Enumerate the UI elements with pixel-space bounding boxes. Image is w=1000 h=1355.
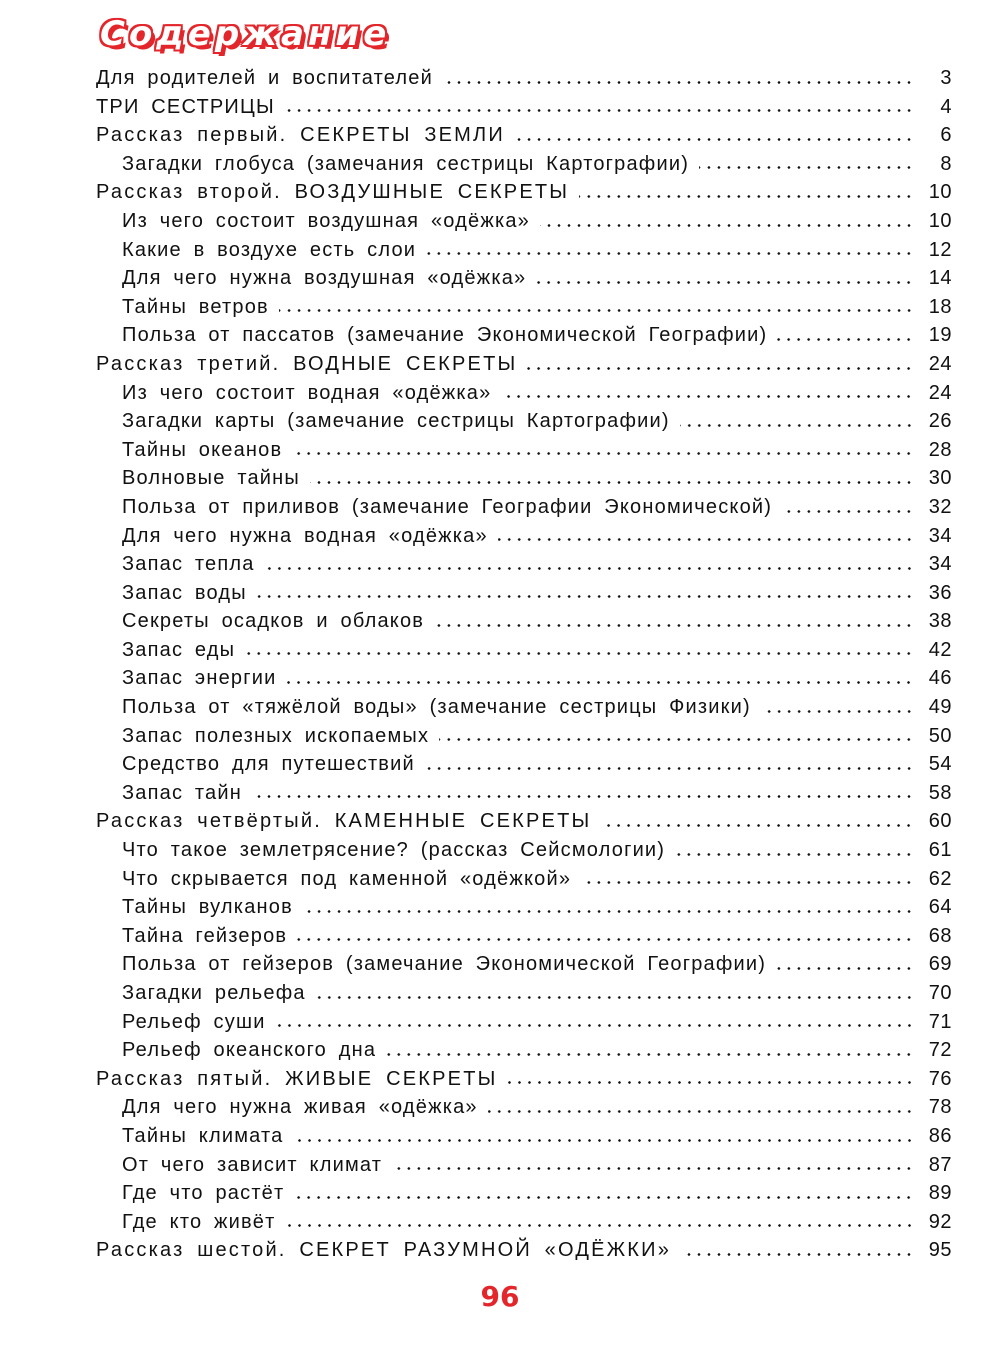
- toc-entry-title: Для чего нужна воздушная «одёжка»: [122, 267, 527, 290]
- toc-page-number: 68: [928, 924, 952, 947]
- toc-entry-title: Секреты осадков и облаков: [122, 610, 425, 633]
- toc-page-number: 24: [928, 381, 952, 404]
- toc-entry-title: Рельеф океанского дна: [122, 1039, 377, 1062]
- toc-page-number: 34: [928, 553, 952, 576]
- toc-page-number: 24: [928, 352, 952, 375]
- toc-page-number: 61: [928, 839, 952, 862]
- toc-subsection-entry[interactable]: [0, 1151, 1000, 1180]
- toc-page-number: 50: [928, 724, 952, 747]
- toc-entry-title: Для чего нужна живая «одёжка»: [122, 1096, 478, 1119]
- toc-subsection-entry[interactable]: [0, 321, 1000, 350]
- dot-leader: [285, 109, 914, 112]
- dot-leader: [675, 853, 914, 856]
- dot-leader: [581, 881, 914, 884]
- dot-leader: [294, 1196, 914, 1199]
- dot-leader: [279, 309, 914, 312]
- toc-page-number: 62: [928, 867, 952, 890]
- toc-entry-title: Рассказ третий. ВОДНЫЕ СЕКРЕТЫ: [96, 352, 518, 375]
- toc-page-number: 19: [928, 324, 952, 347]
- toc-subsection-entry[interactable]: [0, 522, 1000, 551]
- toc-subsection-entry[interactable]: [0, 607, 1000, 636]
- toc-subsection-entry[interactable]: [0, 750, 1000, 779]
- toc-subsection-entry[interactable]: [0, 636, 1000, 665]
- toc-subsection-entry[interactable]: [0, 264, 1000, 293]
- dot-leader: [310, 481, 914, 484]
- toc-subsection-entry[interactable]: [0, 1179, 1000, 1208]
- toc-subsection-entry[interactable]: [0, 579, 1000, 608]
- toc-page-number: 70: [928, 982, 952, 1004]
- toc-entry-title: Какие в воздухе есть слои: [122, 238, 417, 261]
- dot-leader: [777, 338, 914, 341]
- toc-page-number: 32: [928, 495, 952, 518]
- dot-leader: [386, 1053, 914, 1056]
- toc-entry-title: Тайны вулканов: [122, 896, 293, 919]
- toc-page-number: 26: [928, 410, 952, 433]
- toc-entry-title: Рассказ четвёртый. КАМЕННЫЕ СЕКРЕТЫ: [96, 810, 592, 833]
- dot-leader: [297, 938, 914, 941]
- toc-entry-title: Рассказ второй. ВОЗДУШНЫЕ СЕКРЕТЫ: [96, 181, 570, 204]
- toc-subsection-entry[interactable]: [0, 865, 1000, 894]
- toc-entry-title: Тайны климата: [122, 1124, 284, 1147]
- page-number: 96: [480, 1280, 520, 1313]
- dot-leader: [303, 910, 914, 913]
- toc-subsection-entry[interactable]: [0, 779, 1000, 808]
- dot-leader: [508, 1081, 914, 1084]
- toc-page-number: 69: [928, 953, 952, 976]
- toc-entry-title: Загадки карты (замечание сестрицы Картографии): [122, 410, 670, 433]
- dot-leader: [515, 138, 914, 141]
- toc-entry-title: Запас воды: [122, 581, 247, 604]
- dot-leader: [439, 738, 914, 741]
- toc-section-entry[interactable]: [0, 807, 1000, 836]
- dot-leader: [536, 281, 914, 284]
- toc-page-number: 38: [928, 610, 952, 633]
- toc-entry-title: От чего зависит климат: [122, 1153, 383, 1176]
- toc-entry-title: Где кто живёт: [122, 1210, 276, 1233]
- toc-subsection-entry[interactable]: [0, 836, 1000, 865]
- toc-page-number: 8: [940, 152, 952, 175]
- toc-entry-title: Что скрывается под каменной «одёжкой»: [122, 867, 572, 890]
- toc-page-number: 92: [928, 1210, 952, 1233]
- toc-page-number: 76: [928, 1067, 952, 1090]
- toc-subsection-entry[interactable]: [0, 493, 1000, 522]
- toc-page-number: 12: [928, 238, 952, 261]
- dot-leader: [425, 767, 914, 770]
- toc-subsection-entry[interactable]: [0, 693, 1000, 722]
- dot-leader: [601, 824, 914, 827]
- dot-leader: [681, 1253, 914, 1256]
- dot-leader: [292, 452, 914, 455]
- toc-subsection-entry[interactable]: [0, 664, 1000, 693]
- toc-entry-title: Запас еды: [122, 638, 236, 661]
- toc-entry-title: Что такое землетрясение? (рассказ Сейсмологии): [122, 839, 666, 862]
- toc-section-entry[interactable]: [0, 121, 1000, 150]
- toc-page-number: 72: [928, 1039, 952, 1062]
- dot-leader: [245, 652, 914, 655]
- toc-entry-title: Польза от гейзеров (замечание Экономической Географии): [122, 953, 767, 976]
- toc-page-number: 10: [928, 209, 952, 232]
- toc-subsection-entry[interactable]: [0, 893, 1000, 922]
- dot-leader: [257, 595, 914, 598]
- dot-leader: [294, 1139, 915, 1142]
- toc-section-entry[interactable]: [0, 178, 1000, 207]
- toc-page-number: 36: [928, 581, 952, 604]
- toc-entry-title: Рассказ шестой. СЕКРЕТ РАЗУМНОЙ «ОДЁЖКИ»: [96, 1239, 672, 1262]
- toc-page-number: 49: [928, 696, 952, 719]
- toc-subsection-entry[interactable]: [0, 1008, 1000, 1037]
- toc-entry-title: Рассказ пятый. ЖИВЫЕ СЕКРЕТЫ: [96, 1067, 498, 1090]
- toc-entry-title: Рассказ первый. СЕКРЕТЫ ЗЕМЛИ: [96, 124, 505, 147]
- toc-subsection-entry[interactable]: [0, 293, 1000, 322]
- toc-page-number: 18: [928, 295, 952, 318]
- dot-leader: [776, 967, 914, 970]
- table-of-contents: [0, 64, 1000, 1265]
- toc-page-number: 64: [928, 896, 952, 919]
- toc-subsection-entry[interactable]: [0, 1208, 1000, 1237]
- toc-section-entry[interactable]: [0, 1065, 1000, 1094]
- toc-subsection-entry[interactable]: [0, 550, 1000, 579]
- toc-page-number: 95: [928, 1239, 952, 1262]
- toc-entry-title: Тайны ветров: [122, 295, 269, 318]
- toc-section-entry[interactable]: [0, 1236, 1000, 1265]
- toc-page-number: 46: [928, 667, 952, 690]
- dot-leader: [316, 996, 914, 999]
- toc-entry-title: Из чего состоит водная «одёжка»: [122, 381, 492, 404]
- toc-page-number: 4: [940, 95, 952, 118]
- toc-subsection-entry[interactable]: [0, 1122, 1000, 1151]
- dot-leader: [286, 1224, 915, 1227]
- toc-page-number: 30: [928, 467, 952, 490]
- toc-entry-title: Тайна гейзеров: [122, 924, 288, 947]
- dot-leader: [527, 367, 914, 370]
- toc-page-number: 14: [928, 267, 952, 290]
- dot-leader: [498, 538, 914, 541]
- dot-leader: [699, 166, 914, 169]
- toc-subsection-entry[interactable]: [0, 407, 1000, 436]
- toc-entry-title: Запас энергии: [122, 667, 277, 690]
- toc-subsection-entry[interactable]: [0, 979, 1000, 1008]
- toc-entry-title: Польза от приливов (замечание Географии Экономической): [122, 495, 773, 518]
- toc-entry-title: Польза от «тяжёлой воды» (замечание сестрицы Физики): [122, 696, 751, 719]
- dot-leader: [761, 710, 914, 713]
- toc-page-number: 71: [928, 1010, 952, 1033]
- toc-entry-title: Польза от пассатов (замечание Экономической Географии): [122, 324, 768, 347]
- toc-page-number: 10: [928, 181, 952, 204]
- toc-page-number: 34: [928, 524, 952, 547]
- toc-subsection-entry[interactable]: [0, 1036, 1000, 1065]
- toc-subsection-entry[interactable]: [0, 436, 1000, 465]
- dot-leader: [392, 1167, 914, 1170]
- dot-leader: [540, 224, 914, 227]
- toc-entry-title: Загадки глобуса (замечания сестрицы Картографии): [122, 152, 690, 175]
- toc-page-number: 3: [940, 67, 952, 89]
- toc-page-number: 58: [928, 781, 952, 804]
- dot-leader: [434, 624, 914, 627]
- dot-leader: [579, 195, 914, 198]
- toc-entry-title: Волновые тайны: [122, 467, 300, 490]
- toc-subsection-entry[interactable]: [0, 922, 1000, 951]
- toc-page-number: 78: [928, 1096, 952, 1119]
- toc-entry-title: Загадки рельефа: [122, 982, 306, 1004]
- toc-subsection-entry[interactable]: [0, 464, 1000, 493]
- toc-page-number: 86: [928, 1124, 952, 1147]
- toc-entry-title: Средство для путешествий: [122, 753, 415, 776]
- toc-subsection-entry[interactable]: [0, 950, 1000, 979]
- toc-entry-title: Запас полезных ископаемых: [122, 724, 430, 747]
- dot-leader: [501, 395, 914, 398]
- toc-entry-title: ТРИ СЕСТРИЦЫ: [96, 95, 275, 118]
- toc-subsection-entry[interactable]: [0, 207, 1000, 236]
- toc-page-number: 60: [928, 810, 952, 833]
- toc-page-number: 42: [928, 638, 952, 661]
- toc-page-number: 89: [928, 1182, 952, 1205]
- toc-entry-title: Запас тайн: [122, 781, 242, 804]
- toc-page-number: 54: [928, 753, 952, 776]
- toc-subsection-entry[interactable]: [0, 379, 1000, 408]
- toc-entry-title: Где что растёт: [122, 1182, 285, 1205]
- toc-page-number: 28: [928, 438, 952, 461]
- dot-leader: [488, 1110, 914, 1113]
- toc-subsection-entry[interactable]: [0, 1093, 1000, 1122]
- toc-section-entry[interactable]: [0, 93, 1000, 122]
- dot-leader: [286, 681, 914, 684]
- page-title: Содержание: [100, 14, 391, 54]
- toc-page-number: 87: [928, 1153, 952, 1176]
- toc-entry-title: Для чего нужна водная «одёжка»: [122, 524, 488, 547]
- toc-section-entry[interactable]: [0, 350, 1000, 379]
- toc-entry-title: Из чего состоит воздушная «одёжка»: [122, 209, 530, 232]
- dot-leader: [782, 510, 914, 513]
- dot-leader: [443, 81, 914, 84]
- dot-leader: [426, 252, 914, 255]
- toc-subsection-entry[interactable]: [0, 236, 1000, 265]
- toc-page-number: 6: [940, 124, 952, 147]
- toc-section-entry[interactable]: [0, 64, 1000, 93]
- toc-subsection-entry[interactable]: [0, 722, 1000, 751]
- toc-entry-title: Рельеф суши: [122, 1010, 266, 1033]
- dot-leader: [276, 1024, 914, 1027]
- toc-subsection-entry[interactable]: [0, 150, 1000, 179]
- toc-entry-title: Для родителей и воспитателей: [96, 67, 433, 89]
- toc-entry-title: Запас тепла: [122, 553, 255, 576]
- dot-leader: [265, 567, 914, 570]
- toc-entry-title: Тайны океанов: [122, 438, 283, 461]
- dot-leader: [252, 795, 914, 798]
- dot-leader: [680, 424, 914, 427]
